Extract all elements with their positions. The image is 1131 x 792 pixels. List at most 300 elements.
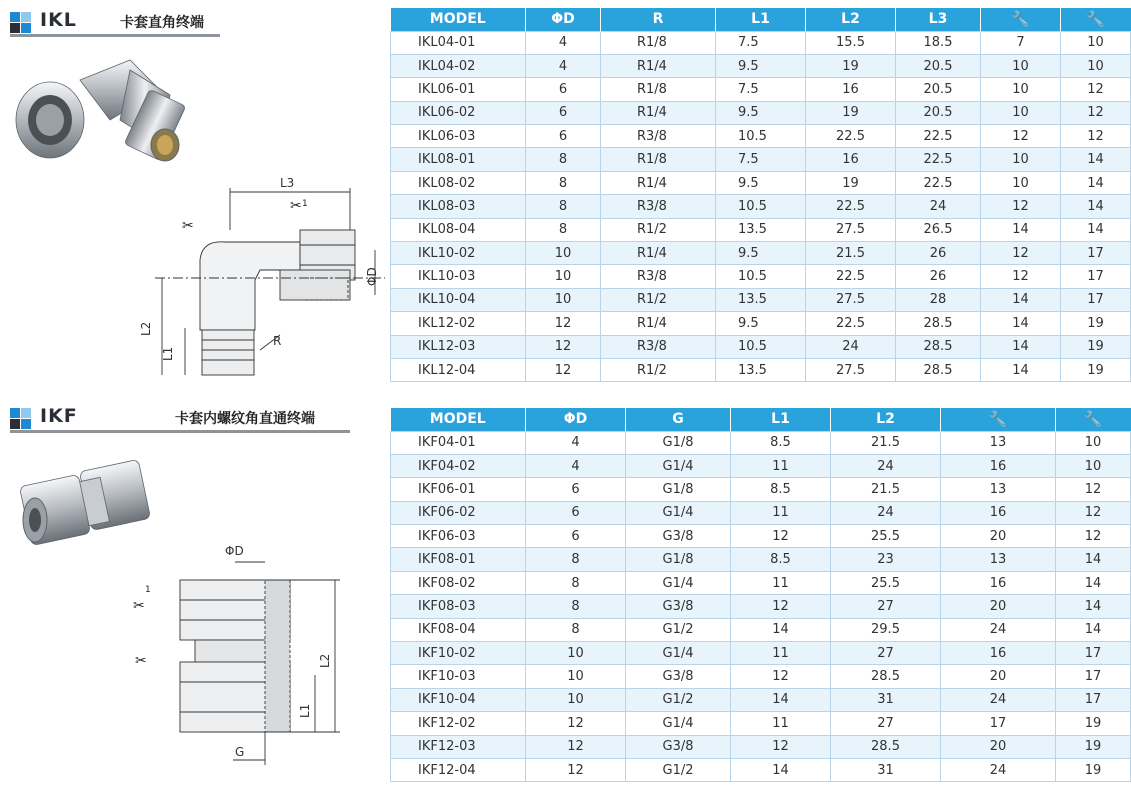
ikf-cell-l2: 21.5 <box>831 478 941 501</box>
ikl-cell-wrench-1: 12 <box>981 242 1061 265</box>
ikf-cell-model: IKF10-02 <box>391 642 526 665</box>
ikl-cell-model: IKL10-02 <box>391 242 526 265</box>
ikf-section-header <box>10 404 350 430</box>
ikf-cell-l2: 24 <box>831 501 941 524</box>
ikf-cell-l1: 11 <box>731 571 831 594</box>
ikf-cell-model: IKF08-02 <box>391 571 526 594</box>
ikf-label-l1: L1 <box>298 703 312 718</box>
table-row <box>391 288 1131 311</box>
ikl-cell-od: 12 <box>526 312 601 335</box>
ikl-col-l1: L1 <box>716 8 806 31</box>
wrench-icon: 🔧 <box>1011 10 1030 29</box>
ikf-cell-g: G1/4 <box>626 454 731 477</box>
ikf-cell-model: IKF08-04 <box>391 618 526 641</box>
ikl-cell-l1: 13.5 <box>716 358 806 381</box>
table-row <box>391 358 1131 381</box>
ikl-cell-od: 12 <box>526 358 601 381</box>
ikl-cell-od: 10 <box>526 242 601 265</box>
ikl-label-l3: L3 <box>280 176 295 190</box>
table-row <box>391 148 1131 171</box>
ikl-cell-l1: 9.5 <box>716 171 806 194</box>
ikf-cell-g: G1/8 <box>626 548 731 571</box>
ikf-cell-od: 12 <box>526 758 626 781</box>
ikf-cell-wrench-1: 20 <box>941 595 1056 618</box>
ikf-cell-l2: 24 <box>831 454 941 477</box>
ikf-cell-model: IKF12-03 <box>391 735 526 758</box>
ikf-cell-l2: 31 <box>831 758 941 781</box>
table-row <box>391 78 1131 101</box>
ikf-cell-model: IKF04-02 <box>391 454 526 477</box>
ikl-cell-model: IKL12-02 <box>391 312 526 335</box>
ikl-cell-od: 4 <box>526 31 601 54</box>
ikf-cell-wrench-2: 10 <box>1056 454 1131 477</box>
ikf-cell-wrench-1: 16 <box>941 571 1056 594</box>
ikf-cell-wrench-1: 20 <box>941 735 1056 758</box>
ikf-cell-model: IKF12-02 <box>391 712 526 735</box>
ikl-cell-wrench-2: 10 <box>1061 54 1131 77</box>
ikf-cell-l2: 31 <box>831 688 941 711</box>
ikl-cell-l2: 19 <box>806 171 896 194</box>
ikf-cell-model: IKF06-02 <box>391 501 526 524</box>
ikf-cell-od: 12 <box>526 712 626 735</box>
ikl-cell-r: R3/8 <box>601 335 716 358</box>
ikf-cell-model: IKF10-03 <box>391 665 526 688</box>
ikl-col-r: R <box>601 8 716 31</box>
ikl-cell-r: R1/4 <box>601 242 716 265</box>
ikf-cell-model: IKF08-01 <box>391 548 526 571</box>
table-row <box>391 195 1131 218</box>
table-row <box>391 171 1131 194</box>
ikf-cell-wrench-1: 20 <box>941 665 1056 688</box>
ikf-cell-l2: 25.5 <box>831 525 941 548</box>
ikf-cell-g: G1/4 <box>626 501 731 524</box>
ikf-cell-wrench-1: 17 <box>941 712 1056 735</box>
ikl-cell-l2: 27.5 <box>806 288 896 311</box>
ikf-cell-g: G1/2 <box>626 688 731 711</box>
ikl-cell-model: IKL08-01 <box>391 148 526 171</box>
ikl-cell-l1: 10.5 <box>716 335 806 358</box>
ikl-cell-wrench-1: 14 <box>981 288 1061 311</box>
ikl-cell-wrench-2: 12 <box>1061 101 1131 124</box>
ikf-cell-wrench-1: 24 <box>941 758 1056 781</box>
ikf-col-model: MODEL <box>391 408 526 431</box>
ikl-cell-wrench-1: 10 <box>981 78 1061 101</box>
ikf-cell-l1: 8.5 <box>731 478 831 501</box>
ikl-cell-od: 10 <box>526 288 601 311</box>
ikf-cell-wrench-2: 12 <box>1056 501 1131 524</box>
ikl-cell-od: 4 <box>526 54 601 77</box>
ikf-col-wrench-1 <box>941 408 1056 431</box>
ikl-col-wrench-2 <box>1061 8 1131 31</box>
ikf-series-title: 卡套内螺纹角直通终端 <box>175 411 315 427</box>
ikf-cell-g: G1/2 <box>626 758 731 781</box>
ikf-cell-l1: 14 <box>731 758 831 781</box>
ikl-cell-wrench-2: 14 <box>1061 195 1131 218</box>
ikl-cell-l3: 22.5 <box>896 148 981 171</box>
ikl-cell-model: IKL06-03 <box>391 125 526 148</box>
ikl-cell-l1: 10.5 <box>716 125 806 148</box>
ikl-cell-r: R1/4 <box>601 101 716 124</box>
ikf-cell-od: 8 <box>526 618 626 641</box>
ikf-cell-od: 8 <box>526 571 626 594</box>
table-row <box>391 265 1131 288</box>
ikl-col-l3: L3 <box>896 8 981 31</box>
wrench-icon: ✂ <box>182 218 194 234</box>
ikl-cell-wrench-1: 10 <box>981 54 1061 77</box>
ikf-cell-l2: 29.5 <box>831 618 941 641</box>
table-row <box>391 454 1131 477</box>
wrench-icon: 🔧 <box>1086 10 1106 29</box>
ikl-label-r: R <box>273 334 282 348</box>
table-row <box>391 54 1131 77</box>
ikf-cell-l2: 27 <box>831 642 941 665</box>
ikl-cell-l3: 26.5 <box>896 218 981 241</box>
ikl-cell-l2: 19 <box>806 101 896 124</box>
ikl-cell-l1: 7.5 <box>716 31 806 54</box>
ikl-cell-od: 6 <box>526 101 601 124</box>
table-row <box>391 242 1131 265</box>
table-row <box>391 501 1131 524</box>
brand-logo-icon <box>10 12 32 32</box>
ikl-cell-model: IKL12-04 <box>391 358 526 381</box>
ikl-cell-l2: 27.5 <box>806 218 896 241</box>
ikl-cell-model: IKL04-01 <box>391 31 526 54</box>
ikf-cell-g: G3/8 <box>626 735 731 758</box>
ikf-cell-g: G1/2 <box>626 618 731 641</box>
ikf-cell-wrench-1: 13 <box>941 478 1056 501</box>
ikl-cell-model: IKL10-04 <box>391 288 526 311</box>
ikl-cell-wrench-1: 14 <box>981 358 1061 381</box>
ikl-cell-r: R1/4 <box>601 171 716 194</box>
wrench-icon: 🔧 <box>1083 410 1103 429</box>
ikf-cell-od: 6 <box>526 501 626 524</box>
ikf-cell-od: 10 <box>526 642 626 665</box>
ikl-cell-l2: 16 <box>806 78 896 101</box>
ikf-series-code: IKF <box>40 405 78 427</box>
ikl-cell-wrench-2: 17 <box>1061 288 1131 311</box>
ikf-cell-wrench-2: 14 <box>1056 548 1131 571</box>
ikl-cell-model: IKL06-02 <box>391 101 526 124</box>
ikf-cell-model: IKF12-04 <box>391 758 526 781</box>
ikf-cell-wrench-2: 19 <box>1056 712 1131 735</box>
ikl-cell-wrench-1: 14 <box>981 218 1061 241</box>
ikf-table-header-row <box>391 408 1131 431</box>
ikf-cell-wrench-2: 17 <box>1056 665 1131 688</box>
ikf-cell-model: IKF08-03 <box>391 595 526 618</box>
ikl-cell-wrench-2: 14 <box>1061 148 1131 171</box>
ikl-label-l1: L1 <box>161 346 175 361</box>
ikf-label-g: G <box>235 745 245 759</box>
ikl-cell-wrench-1: 12 <box>981 195 1061 218</box>
ikl-cell-wrench-1: 14 <box>981 312 1061 335</box>
ikf-cell-model: IKF06-03 <box>391 525 526 548</box>
ikl-cell-r: R1/2 <box>601 218 716 241</box>
ikf-cell-l1: 8.5 <box>731 431 831 454</box>
ikl-cell-l1: 13.5 <box>716 218 806 241</box>
ikl-cell-od: 8 <box>526 148 601 171</box>
ikl-cell-l1: 7.5 <box>716 78 806 101</box>
ikl-cell-r: R1/4 <box>601 54 716 77</box>
ikf-cell-od: 12 <box>526 735 626 758</box>
ikf-cell-l1: 12 <box>731 665 831 688</box>
ikf-label-od: ΦD <box>225 544 244 558</box>
ikl-dimension-drawing <box>130 170 390 385</box>
table-row <box>391 618 1131 641</box>
ikf-cell-l1: 12 <box>731 595 831 618</box>
ikf-cell-od: 8 <box>526 595 626 618</box>
ikl-cell-wrench-2: 14 <box>1061 171 1131 194</box>
ikl-cell-l2: 15.5 <box>806 31 896 54</box>
ikl-cell-l3: 28 <box>896 288 981 311</box>
ikl-cell-l2: 22.5 <box>806 195 896 218</box>
table-row <box>391 595 1131 618</box>
ikf-cell-g: G1/8 <box>626 478 731 501</box>
ikl-cell-l1: 13.5 <box>716 288 806 311</box>
ikl-cell-l1: 7.5 <box>716 148 806 171</box>
ikl-cell-model: IKL10-03 <box>391 265 526 288</box>
ikl-cell-od: 12 <box>526 335 601 358</box>
wrench-icon: ✂ <box>290 198 302 214</box>
ikf-cell-g: G3/8 <box>626 665 731 688</box>
ikf-col-l1: L1 <box>731 408 831 431</box>
ikl-cell-l2: 27.5 <box>806 358 896 381</box>
ikl-cell-l2: 21.5 <box>806 242 896 265</box>
ikf-dimension-drawing <box>125 540 355 775</box>
ikf-col-l2: L2 <box>831 408 941 431</box>
ikl-cell-r: R3/8 <box>601 125 716 148</box>
ikl-cell-wrench-2: 12 <box>1061 125 1131 148</box>
ikf-col-g: G <box>626 408 731 431</box>
ikl-cell-l3: 28.5 <box>896 312 981 335</box>
ikl-cell-l1: 10.5 <box>716 195 806 218</box>
ikl-cell-l3: 24 <box>896 195 981 218</box>
ikf-cell-l1: 11 <box>731 712 831 735</box>
ikf-cell-g: G3/8 <box>626 525 731 548</box>
ikf-cell-wrench-1: 16 <box>941 501 1056 524</box>
ikl-cell-od: 6 <box>526 125 601 148</box>
ikl-cell-wrench-1: 10 <box>981 101 1061 124</box>
ikl-cell-model: IKL04-02 <box>391 54 526 77</box>
ikl-cell-wrench-2: 17 <box>1061 242 1131 265</box>
ikl-cell-model: IKL08-04 <box>391 218 526 241</box>
ikl-cell-wrench-2: 10 <box>1061 31 1131 54</box>
ikl-cell-od: 8 <box>526 195 601 218</box>
ikl-cell-model: IKL06-01 <box>391 78 526 101</box>
ikf-cell-g: G3/8 <box>626 595 731 618</box>
ikl-cell-l1: 10.5 <box>716 265 806 288</box>
ikf-cell-l2: 28.5 <box>831 665 941 688</box>
ikl-cell-r: R3/8 <box>601 265 716 288</box>
ikl-cell-od: 8 <box>526 218 601 241</box>
ikl-cell-l2: 16 <box>806 148 896 171</box>
ikl-cell-l2: 22.5 <box>806 312 896 335</box>
ikf-cell-g: G1/4 <box>626 642 731 665</box>
ikl-product-photo <box>10 50 190 190</box>
ikf-cell-od: 4 <box>526 431 626 454</box>
ikf-cell-g: G1/4 <box>626 571 731 594</box>
ikf-cell-l1: 14 <box>731 688 831 711</box>
table-row <box>391 218 1131 241</box>
ikf-cell-wrench-2: 17 <box>1056 642 1131 665</box>
ikl-cell-r: R1/8 <box>601 31 716 54</box>
ikf-cell-od: 8 <box>526 548 626 571</box>
ikf-cell-wrench-1: 20 <box>941 525 1056 548</box>
ikl-cell-model: IKL08-02 <box>391 171 526 194</box>
ikf-cell-l1: 11 <box>731 642 831 665</box>
ikl-cell-wrench-1: 10 <box>981 171 1061 194</box>
ikf-cell-wrench-1: 24 <box>941 618 1056 641</box>
ikf-cell-model: IKF10-04 <box>391 688 526 711</box>
ikl-spec-table <box>390 8 1131 382</box>
ikl-cell-wrench-2: 19 <box>1061 312 1131 335</box>
ikf-cell-wrench-2: 17 <box>1056 688 1131 711</box>
ikl-cell-l3: 20.5 <box>896 78 981 101</box>
ikl-cell-wrench-1: 12 <box>981 125 1061 148</box>
table-row <box>391 312 1131 335</box>
ikf-cell-l1: 14 <box>731 618 831 641</box>
ikf-label-n1: 1 <box>145 585 151 595</box>
ikl-col-l2: L2 <box>806 8 896 31</box>
ikf-cell-wrench-2: 19 <box>1056 735 1131 758</box>
ikl-cell-r: R1/4 <box>601 312 716 335</box>
ikl-cell-l3: 22.5 <box>896 171 981 194</box>
ikf-cell-model: IKF06-01 <box>391 478 526 501</box>
ikl-cell-l2: 22.5 <box>806 265 896 288</box>
table-row <box>391 688 1131 711</box>
ikl-cell-l1: 9.5 <box>716 54 806 77</box>
ikf-cell-l2: 28.5 <box>831 735 941 758</box>
ikl-cell-l1: 9.5 <box>716 101 806 124</box>
ikl-cell-wrench-2: 19 <box>1061 358 1131 381</box>
ikl-table-header-row <box>391 8 1131 31</box>
ikf-cell-wrench-2: 12 <box>1056 525 1131 548</box>
wrench-icon: ✂ <box>135 653 147 669</box>
ikl-col-wrench-1 <box>981 8 1061 31</box>
ikf-cell-wrench-2: 10 <box>1056 431 1131 454</box>
ikl-cell-model: IKL12-03 <box>391 335 526 358</box>
ikl-cell-l3: 22.5 <box>896 125 981 148</box>
ikf-spec-table <box>390 408 1131 782</box>
ikf-cell-od: 6 <box>526 525 626 548</box>
ikf-col-wrench-2 <box>1056 408 1131 431</box>
ikl-cell-l3: 20.5 <box>896 101 981 124</box>
ikl-header-rule <box>10 34 220 37</box>
ikf-cell-wrench-2: 14 <box>1056 571 1131 594</box>
ikl-cell-wrench-1: 12 <box>981 265 1061 288</box>
ikl-cell-l1: 9.5 <box>716 312 806 335</box>
table-row <box>391 712 1131 735</box>
ikl-cell-l1: 9.5 <box>716 242 806 265</box>
ikf-label-l2: L2 <box>318 653 332 668</box>
table-row <box>391 335 1131 358</box>
table-row <box>391 665 1131 688</box>
ikf-cell-l1: 11 <box>731 454 831 477</box>
ikf-cell-l2: 27 <box>831 595 941 618</box>
ikf-cell-l2: 21.5 <box>831 431 941 454</box>
ikl-cell-model: IKL08-03 <box>391 195 526 218</box>
table-row <box>391 31 1131 54</box>
wrench-icon: ✂ <box>133 598 145 614</box>
ikf-cell-wrench-2: 14 <box>1056 595 1131 618</box>
brand-logo-icon <box>10 408 32 428</box>
ikf-cell-l2: 23 <box>831 548 941 571</box>
ikl-cell-wrench-2: 14 <box>1061 218 1131 241</box>
ikl-cell-l2: 24 <box>806 335 896 358</box>
ikf-col-od: ΦD <box>526 408 626 431</box>
ikf-cell-l2: 27 <box>831 712 941 735</box>
ikl-section-header <box>10 8 350 34</box>
ikl-cell-r: R1/2 <box>601 288 716 311</box>
ikl-cell-od: 10 <box>526 265 601 288</box>
table-row <box>391 525 1131 548</box>
table-row <box>391 125 1131 148</box>
ikl-cell-l3: 26 <box>896 265 981 288</box>
ikf-cell-model: IKF04-01 <box>391 431 526 454</box>
ikl-label-od: ΦD <box>365 267 379 286</box>
table-row <box>391 548 1131 571</box>
ikl-cell-wrench-2: 19 <box>1061 335 1131 358</box>
ikl-cell-l3: 20.5 <box>896 54 981 77</box>
ikf-cell-l1: 8.5 <box>731 548 831 571</box>
ikl-label-n1: 1 <box>302 199 308 209</box>
ikl-cell-l3: 28.5 <box>896 335 981 358</box>
ikl-cell-wrench-2: 12 <box>1061 78 1131 101</box>
ikl-cell-wrench-1: 14 <box>981 335 1061 358</box>
ikf-cell-l1: 12 <box>731 525 831 548</box>
ikl-cell-od: 8 <box>526 171 601 194</box>
ikl-cell-r: R1/8 <box>601 148 716 171</box>
ikf-cell-wrench-1: 13 <box>941 431 1056 454</box>
ikf-cell-wrench-1: 13 <box>941 548 1056 571</box>
ikf-cell-l2: 25.5 <box>831 571 941 594</box>
ikl-cell-l3: 26 <box>896 242 981 265</box>
ikf-cell-wrench-1: 16 <box>941 454 1056 477</box>
ikf-cell-l1: 12 <box>731 735 831 758</box>
table-row <box>391 642 1131 665</box>
ikl-cell-wrench-1: 10 <box>981 148 1061 171</box>
ikl-cell-l3: 28.5 <box>896 358 981 381</box>
ikf-cell-od: 4 <box>526 454 626 477</box>
ikf-header-rule <box>10 430 350 433</box>
ikf-cell-wrench-2: 19 <box>1056 758 1131 781</box>
ikf-cell-wrench-2: 12 <box>1056 478 1131 501</box>
table-row <box>391 735 1131 758</box>
table-row <box>391 571 1131 594</box>
ikl-cell-l2: 19 <box>806 54 896 77</box>
table-row <box>391 478 1131 501</box>
ikl-cell-l2: 22.5 <box>806 125 896 148</box>
ikf-cell-od: 10 <box>526 688 626 711</box>
ikf-cell-od: 10 <box>526 665 626 688</box>
ikl-cell-r: R3/8 <box>601 195 716 218</box>
ikl-series-title: 卡套直角终端 <box>120 15 204 31</box>
ikl-cell-r: R1/2 <box>601 358 716 381</box>
ikl-col-model: MODEL <box>391 8 526 31</box>
wrench-icon: 🔧 <box>988 410 1008 429</box>
table-row <box>391 758 1131 781</box>
ikl-cell-wrench-2: 17 <box>1061 265 1131 288</box>
ikf-cell-wrench-2: 14 <box>1056 618 1131 641</box>
ikl-label-l2: L2 <box>139 321 153 336</box>
ikl-cell-od: 6 <box>526 78 601 101</box>
ikl-cell-r: R1/8 <box>601 78 716 101</box>
ikf-cell-g: G1/4 <box>626 712 731 735</box>
ikl-cell-l3: 18.5 <box>896 31 981 54</box>
ikl-cell-wrench-1: 7 <box>981 31 1061 54</box>
ikl-series-code: IKL <box>40 9 77 31</box>
ikf-cell-g: G1/8 <box>626 431 731 454</box>
ikf-cell-l1: 11 <box>731 501 831 524</box>
